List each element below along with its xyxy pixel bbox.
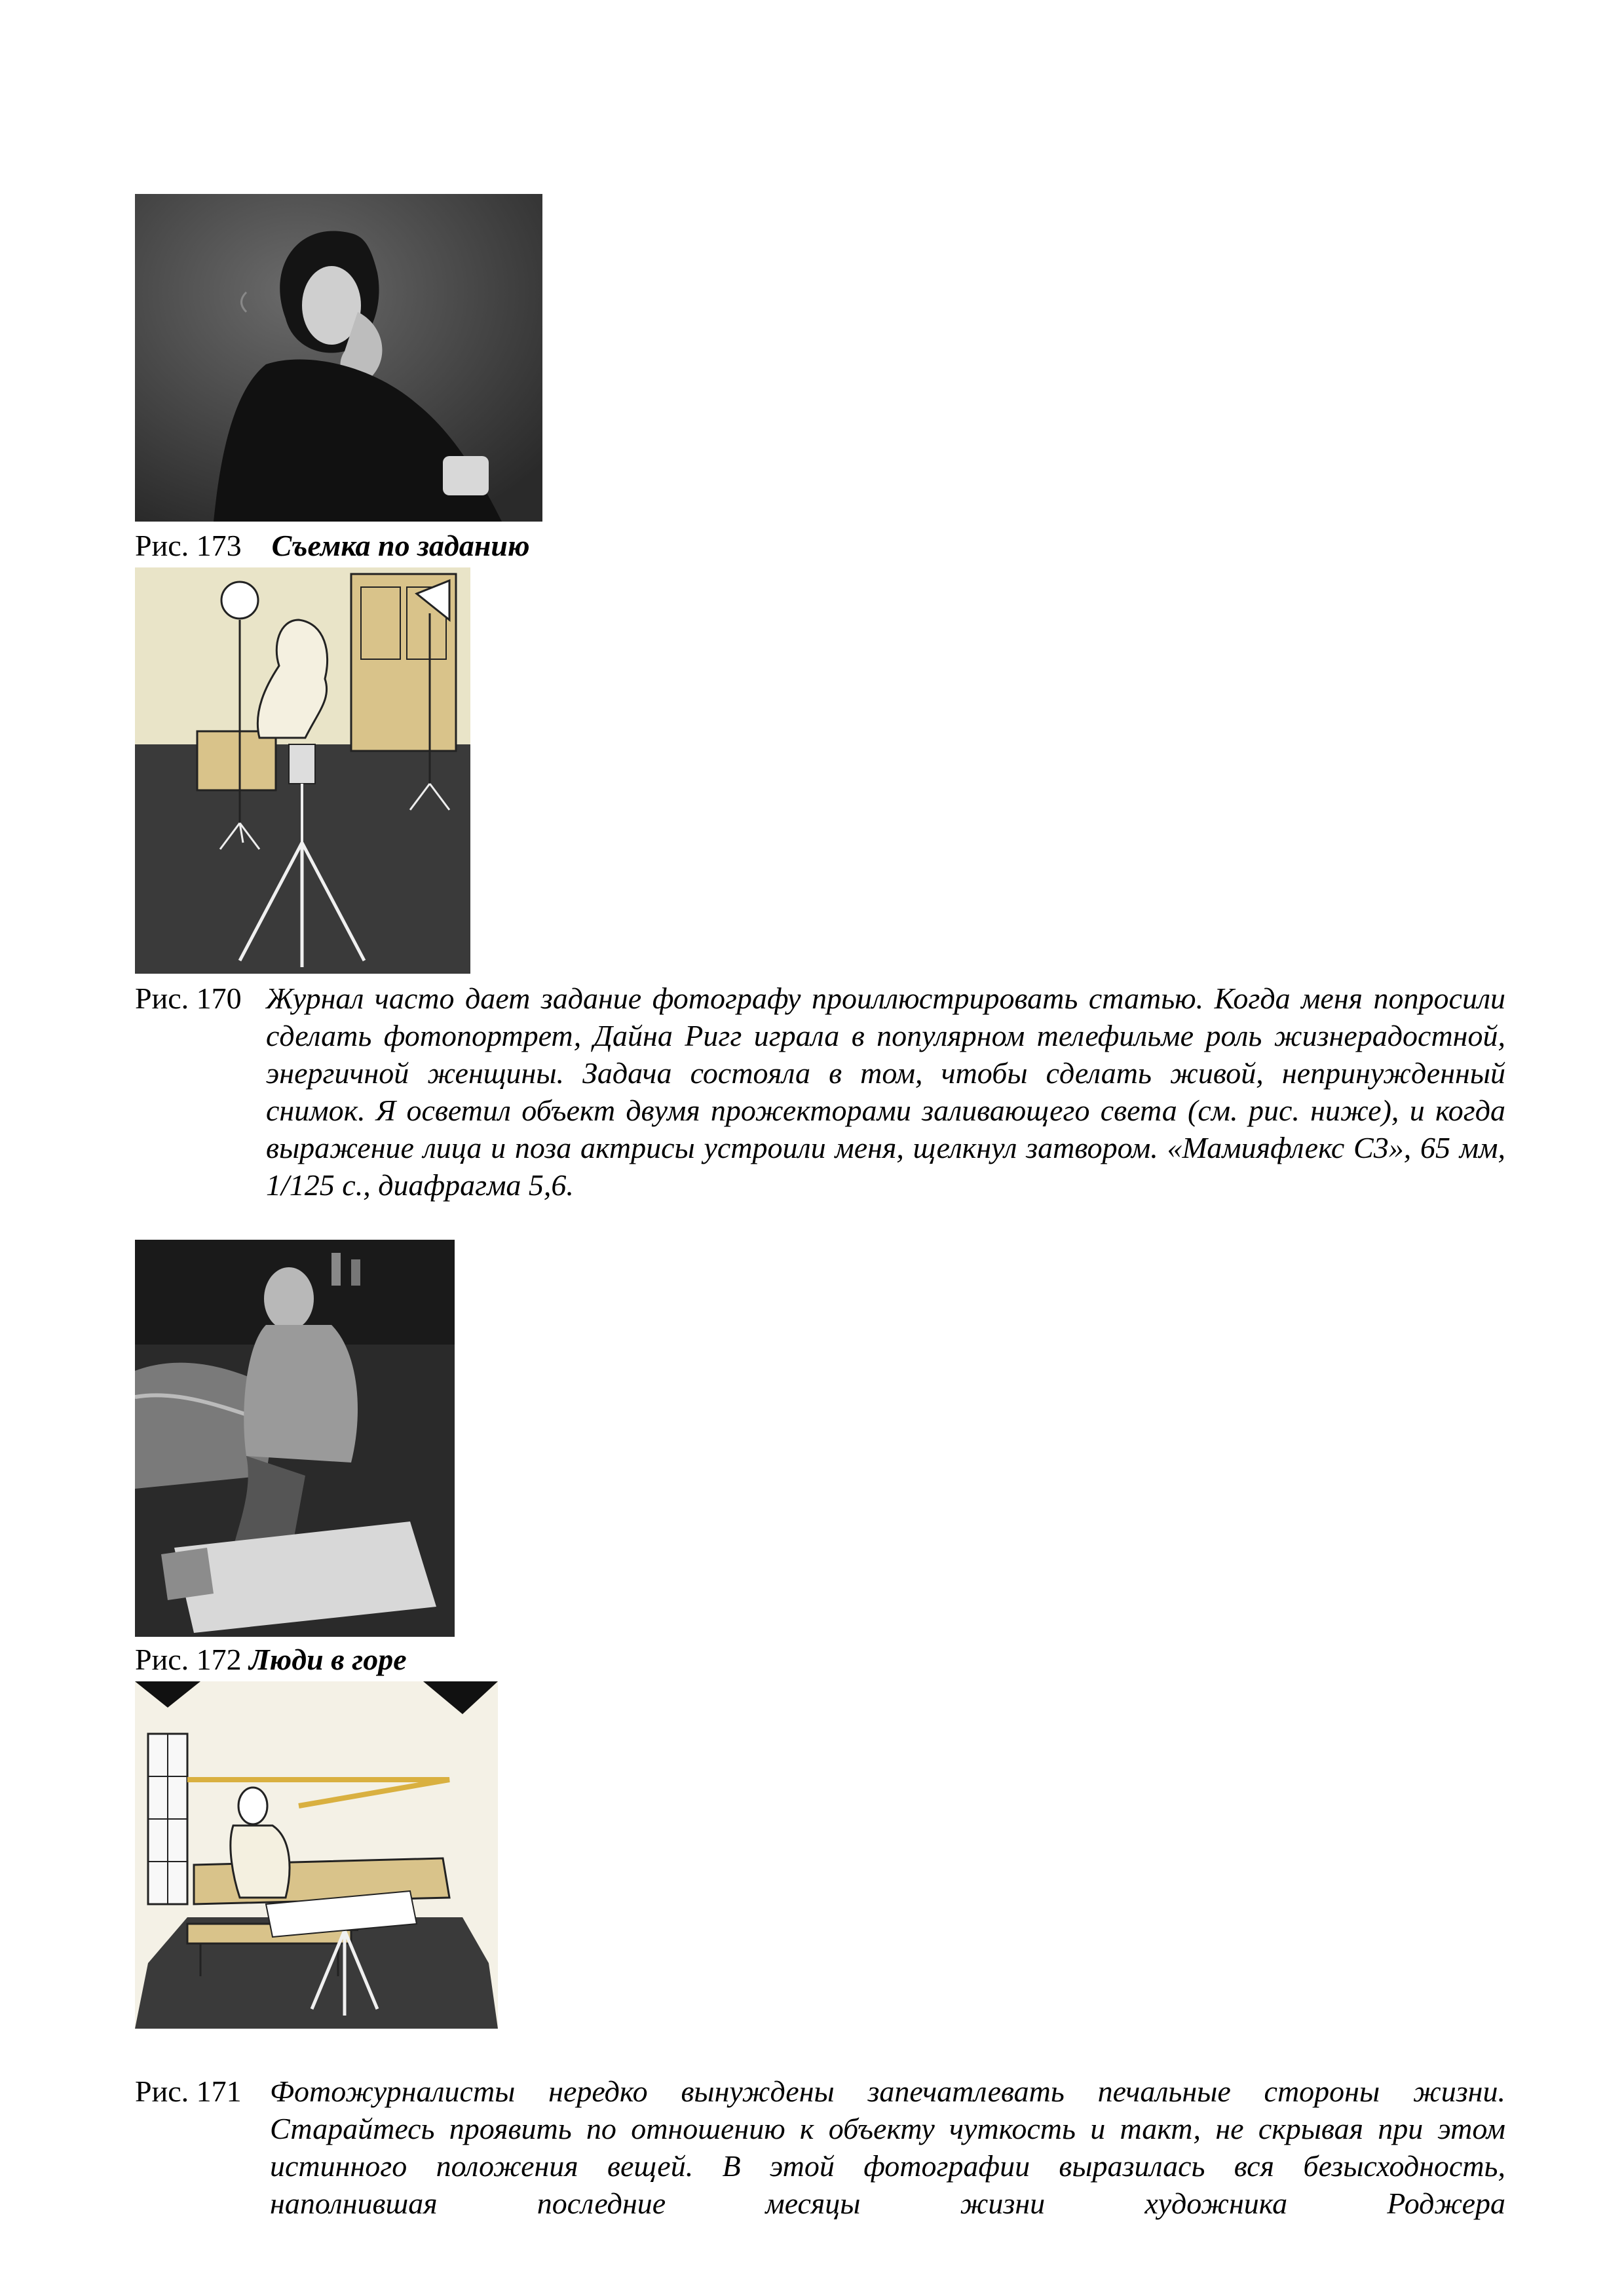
grief-photo xyxy=(135,1240,455,1637)
description-fig171-text: Фотожурналисты нередко вынуждены запечатлевать печальные стороны жизни. Старайтесь проявить по отношению к объекту чуткость и такт, не скрывая при этом истинного положения вещей. В этой фотографии выразилась вся безысходность, наполнившая последние месяцы жизни художника Роджера xyxy=(270,2075,1505,2220)
description-fig170: Рис. 170 Журнал часто дает задание фотографу проиллюстрировать статью. Когда меня попросили сделать фотопортрет, Дайна Ригг играла в популярном телефильме роль жизнерадостной, энергичной женщины. Задача состояла в том, чтобы сделать живой, непринужденный снимок. Я осветил объект двумя прожекторами заливающего света (см. рис. ниже), и когда выражение лица и поза актрисы устроили меня, щелкнул затвором. «Мамияфлекс С3», 65 мм, 1/125 с., диафрагма 5,6. xyxy=(135,980,1505,1204)
caption-fig172: Рис. 172 Люди в горе xyxy=(135,1643,407,1676)
description-fig170-text: Журнал часто дает задание фотографу проиллюстрировать статью. Когда меня попросили сделать фотопортрет, Дайна Ригг играла в популярном телефильме роль жизнерадостной, энергичной женщины. Задача состояла в том, чтобы сделать живой, непринужденный снимок. Я осветил объект двумя прожекторами заливающего света (см. рис. ниже), и когда выражение лица и поза актрисы устроили меня, щелкнул затвором. «Мамияфлекс С3», 65 мм, 1/125 с., диафрагма 5,6. xyxy=(266,982,1505,1202)
lighting-setup-illustration xyxy=(135,567,470,974)
room-lighting-illustration xyxy=(135,1681,498,2029)
description-fig171: Рис. 171 Фотожурналисты нередко вынуждены запечатлевать печальные стороны жизни. Старайтесь проявить по отношению к объекту чуткость и такт, не скрывая при этом истинного положения вещей. В этой фотографии выразилась вся безысходность, наполнившая последние месяцы жизни художника Роджера xyxy=(135,2073,1505,2222)
portrait-photo xyxy=(135,194,542,522)
caption-fig173: Рис. 173 Съемка по заданию xyxy=(135,529,530,562)
